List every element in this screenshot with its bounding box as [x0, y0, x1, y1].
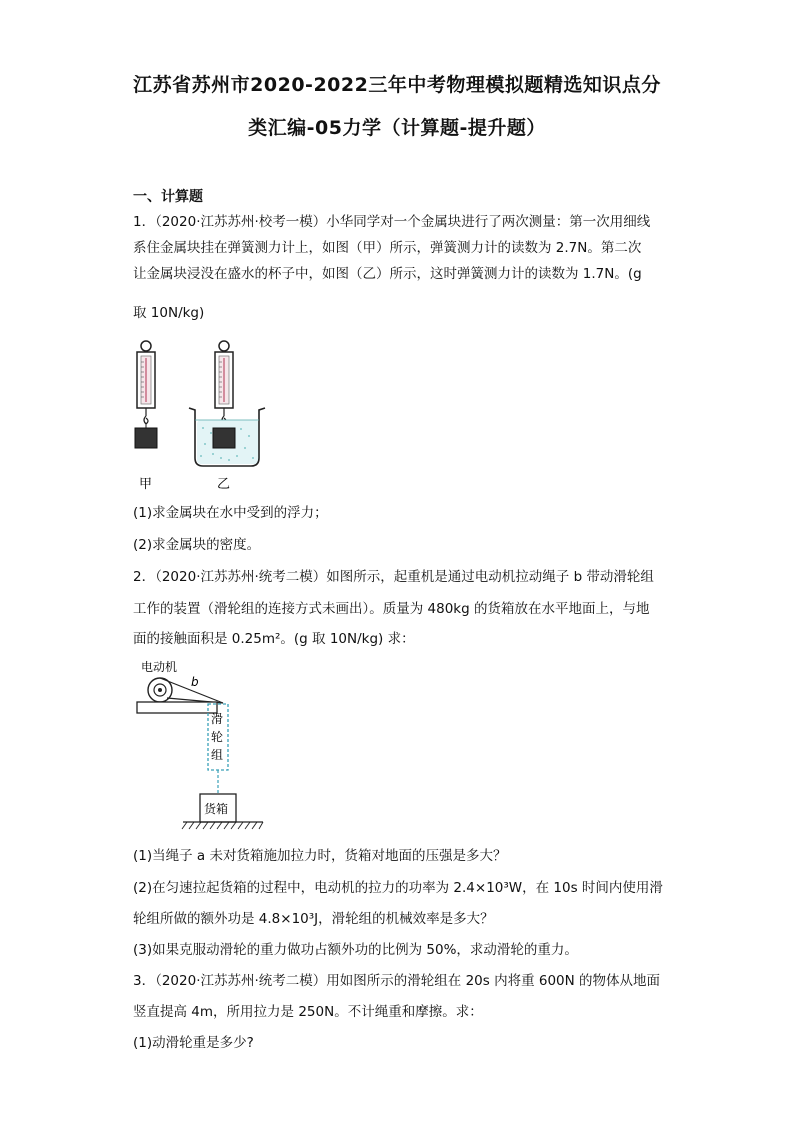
rope-b-label: b	[191, 675, 199, 689]
motor-label: 电动机	[141, 660, 178, 674]
q2-text-line-2: 工作的装置（滑轮组的连接方式未画出）。质量为 480kg 的货箱放在水平地面上，与地	[133, 601, 650, 617]
q2-subquestion-1: (1)当绳子 a 未对货箱施加拉力时，货箱对地面的压强是多大？	[133, 848, 507, 864]
q2-text-line-1: 2．（2020·江苏苏州·统考二模）如图所示，起重机是通过电动机拉动绳子 b 带动滑轮组	[133, 569, 654, 585]
q1-text-line-3: 让金属块浸没在盛水的杯子中，如图（乙）所示，这时弹簧测力计的读数为 1.7N。(g	[133, 266, 642, 282]
document-title-line-1: 江苏省苏州市2020-2022三年中考物理模拟题精选知识点分	[133, 74, 661, 96]
pulley-label-1: 滑	[211, 712, 224, 726]
pulley-label-3: 组	[211, 748, 224, 762]
figure-label-b: 乙	[217, 477, 231, 492]
q3-text-line-2: 竖直提高 4m，所用拉力是 250N。不计绳重和摩擦。求：	[133, 1004, 483, 1020]
section-heading: 一、计算题	[133, 189, 203, 205]
q2-figure-crane	[125, 656, 275, 836]
spring-scale-b	[215, 341, 233, 428]
cargo-box-label: 货箱	[204, 802, 229, 816]
q3-subquestion-1: (1)动滑轮重是多少?	[133, 1035, 254, 1051]
figure-label-a: 甲	[139, 477, 153, 492]
q1-text-line-4: 取 10N/kg)	[133, 305, 205, 321]
q3-text-line-1: 3．（2020·江苏苏州·统考二模）用如图所示的滑轮组在 20s 内将重 600N 的物体从地面	[133, 973, 661, 989]
beaker-with-water	[189, 408, 265, 466]
q2-subquestion-2-line-1: (2)在匀速拉起货箱的过程中，电动机的拉力的功率为 2.4×10³W，在 10s 时间内使用滑	[133, 880, 663, 896]
q2-subquestion-2-line-2: 轮组所做的额外功是 4.8×10³J，滑轮组的机械效率是多大？	[133, 911, 494, 927]
q1-subquestion-2: (2)求金属块的密度。	[133, 537, 261, 553]
q2-text-line-3: 面的接触面积是 0.25m²。(g 取 10N/kg) 求：	[133, 631, 415, 647]
pulley-label-2: 轮	[211, 730, 224, 744]
q1-subquestion-1: (1)求金属块在水中受到的浮力；	[133, 505, 328, 521]
q1-text-line-1: 1．（2020·江苏苏州·校考一模）小华同学对一个金属块进行了两次测量：第一次用细线	[133, 214, 651, 230]
q1-figure-spring-scales	[125, 330, 295, 495]
document-title-line-2: 类汇编-05力学（计算题-提升题）	[248, 117, 546, 139]
q2-subquestion-3: (3)如果克服动滑轮的重力做功占额外功的比例为 50%，求动滑轮的重力。	[133, 942, 578, 958]
platform	[137, 702, 217, 713]
spring-scale-a	[135, 341, 157, 448]
q1-text-line-2: 系住金属块挂在弹簧测力计上，如图（甲）所示，弹簧测力计的读数为 2.7N。第二次	[133, 240, 642, 256]
